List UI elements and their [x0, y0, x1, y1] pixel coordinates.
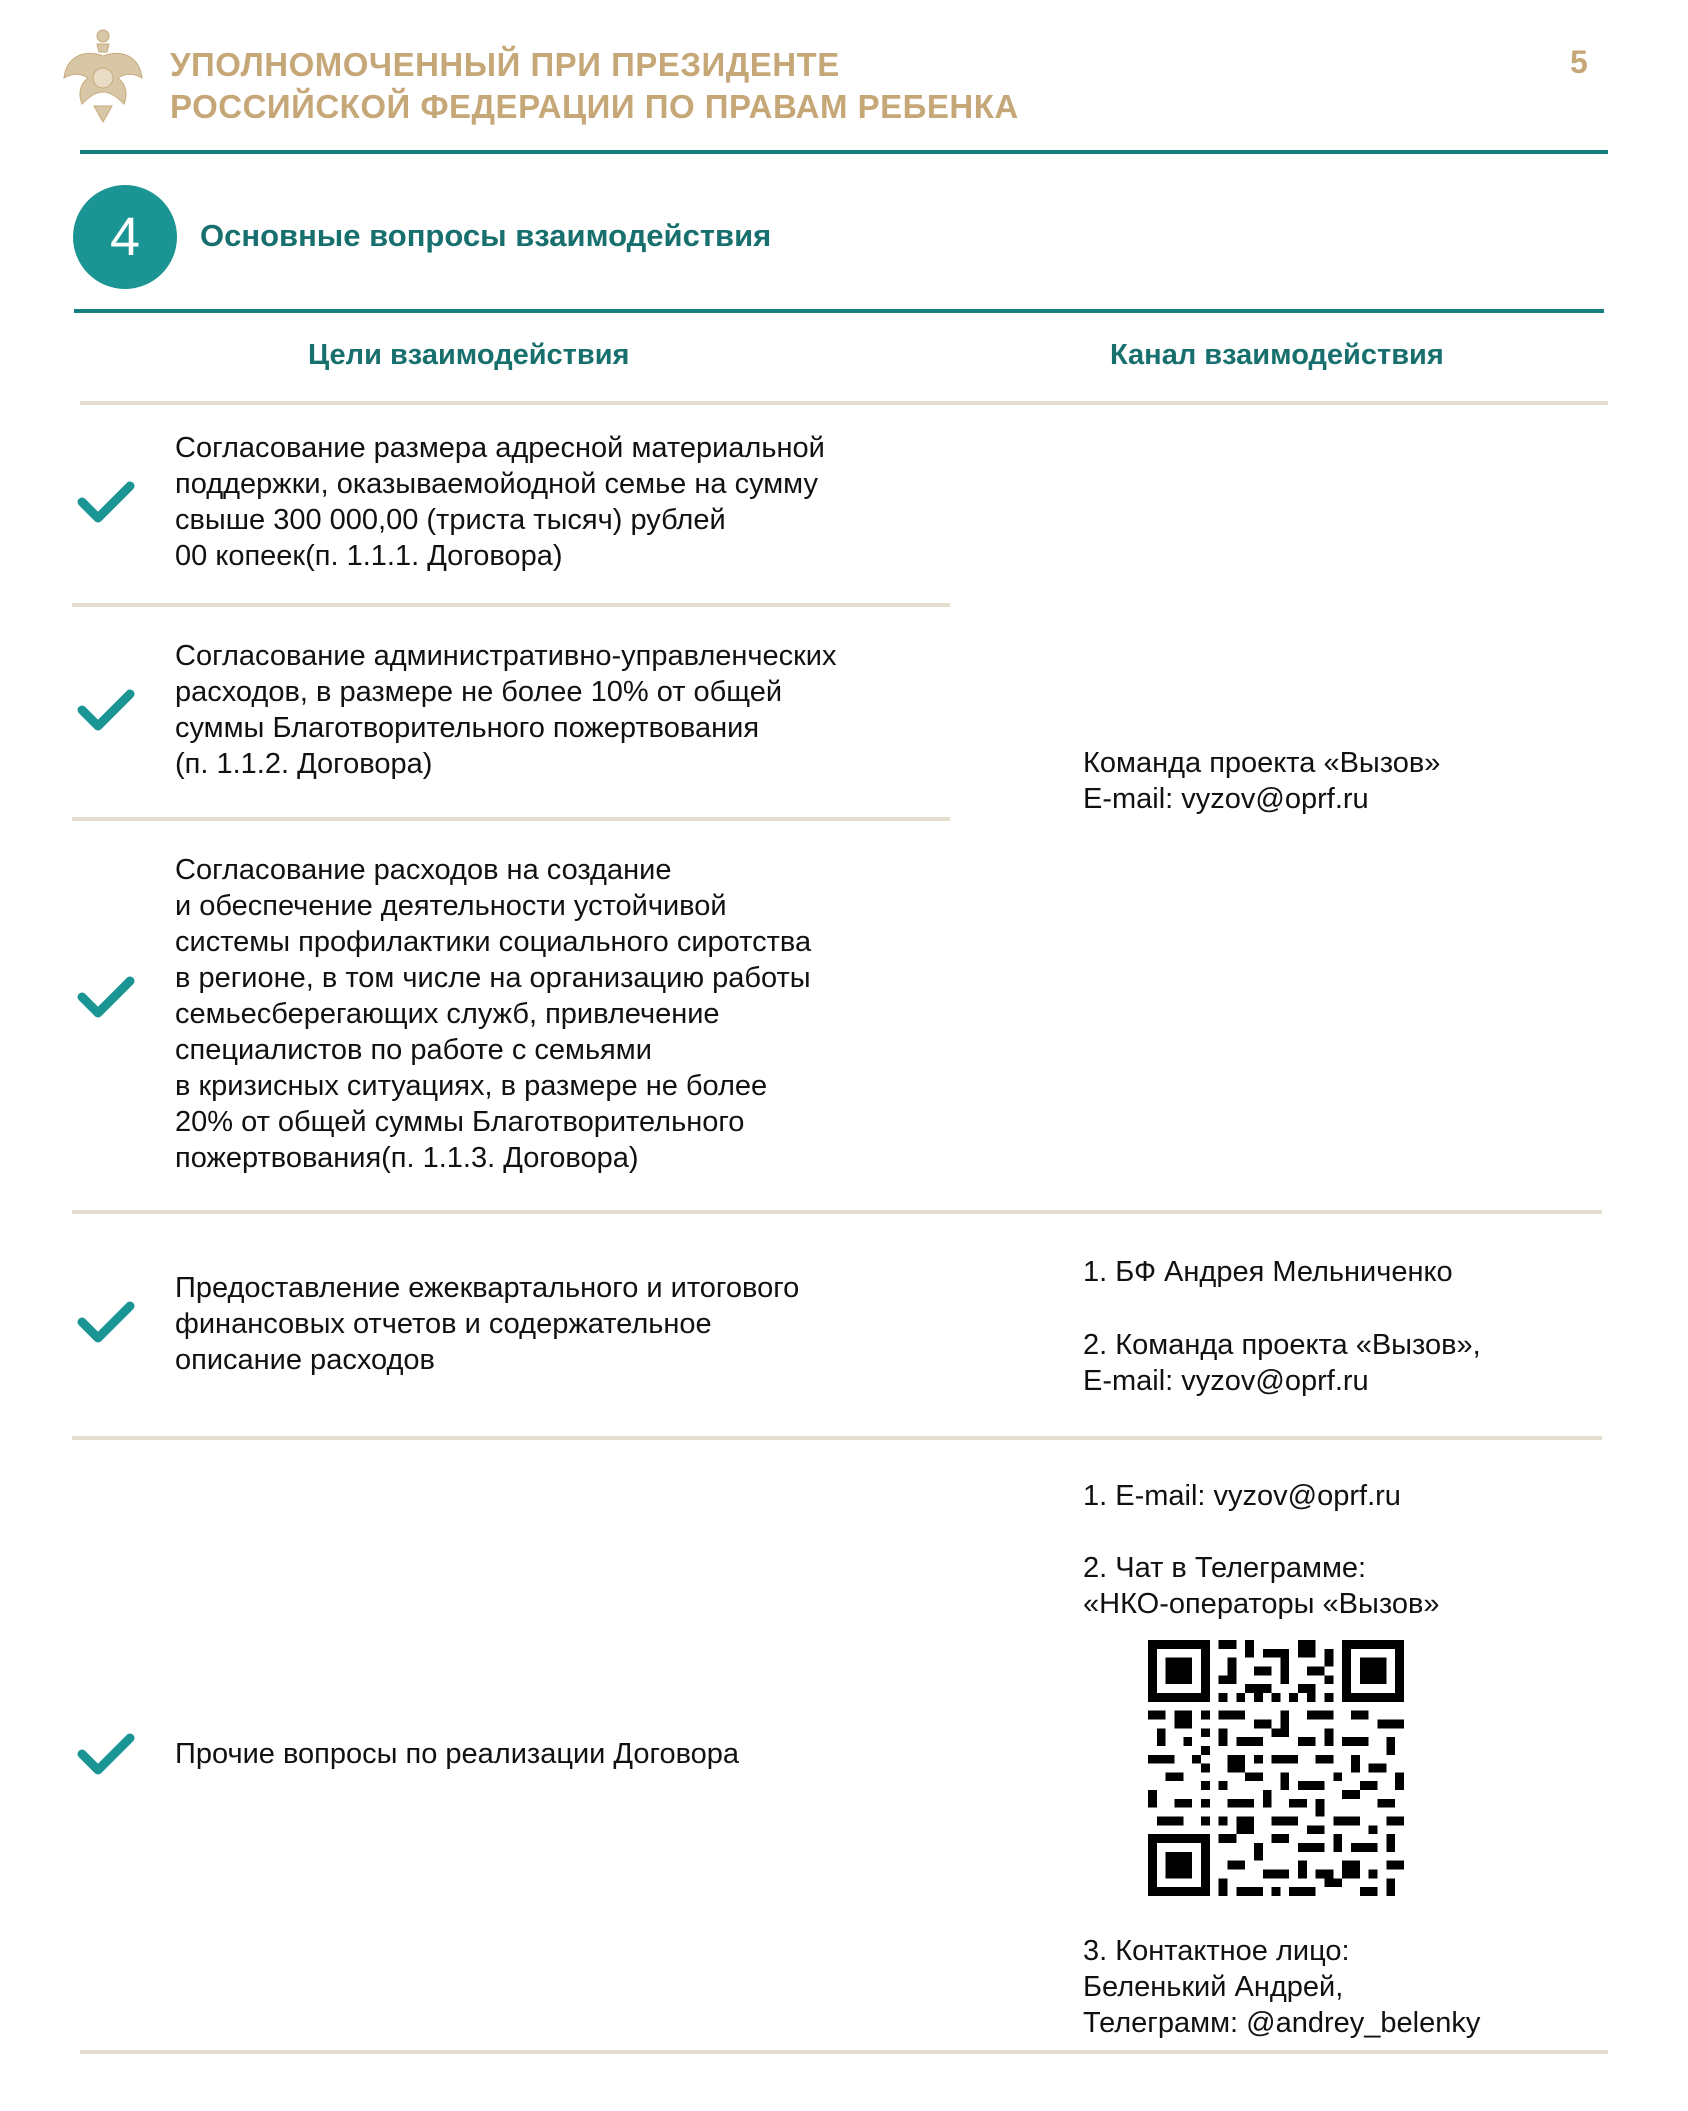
- page-number: 5: [1570, 44, 1588, 80]
- header-title: [170, 44, 1019, 128]
- goal-row-1: Согласование размера адресной материальной поддержки, оказываемойодной семье на сумму свыше 300 000,00 (триста тысяч) рублей 00 копеек(п. 1.1.1. Договора): [175, 432, 825, 572]
- column-header-goals: Цели взаимодействия: [308, 339, 630, 371]
- channel-row-5-item-2: 2. Чат в Телеграмме: «НКО-операторы «Вызов»: [1083, 1552, 1440, 1620]
- goal-row-3: Согласование расходов на создание и обеспечение деятельности устойчивой системы профилактики социального сиротства в регионе, в том числе на организацию работы семьесберегающих служб, привлечение специалистов по работе с семьями в кризисных ситуациях, в размере не более 20% от общей суммы Благотворительного пожертвования(п. 1.1.3. Договора): [175, 854, 812, 1174]
- table-bottom-divider: [80, 2050, 1608, 2054]
- section-divider: [74, 309, 1604, 313]
- channel-row-4-item-2: 2. Команда проекта «Вызов», E-mail: vyzov@oprf.ru: [1083, 1329, 1481, 1397]
- row-divider: [72, 1210, 1602, 1214]
- row-divider: [72, 817, 950, 821]
- check-icon: [76, 1732, 136, 1778]
- section-number-badge: 4: [73, 185, 177, 289]
- table-header-divider: [80, 401, 1608, 405]
- section-title: Основные вопросы взаимодействия: [200, 218, 772, 253]
- goal-row-4: Предоставление ежеквартального и итогового финансовых отчетов и содержательное описание расходов: [175, 1272, 800, 1376]
- qr-code-icon[interactable]: [1148, 1640, 1404, 1896]
- goal-row-5: Прочие вопросы по реализации Договора: [175, 1738, 740, 1770]
- column-header-channel: Канал взаимодействия: [1110, 339, 1444, 371]
- check-icon: [76, 1300, 136, 1346]
- header-divider: [80, 150, 1608, 154]
- header-title-line1: УПОЛНОМОЧЕННЫЙ ПРИ ПРЕЗИДЕНТЕ: [170, 46, 840, 83]
- channel-row-5-item-1: 1. E-mail: vyzov@oprf.ru: [1083, 1480, 1401, 1512]
- channel-row-5-item-3: 3. Контактное лицо: Беленький Андрей, Телеграмм: @andrey_belenky: [1083, 1935, 1481, 2039]
- row-divider: [72, 1436, 1602, 1440]
- row-divider: [72, 603, 950, 607]
- emblem-icon: [60, 26, 146, 126]
- check-icon: [76, 480, 136, 526]
- check-icon: [76, 688, 136, 734]
- check-icon: [76, 975, 136, 1021]
- channel-row-4-item-1: 1. БФ Андрея Мельниченко: [1083, 1256, 1453, 1288]
- header-title-line2: РОССИЙСКОЙ ФЕДЕРАЦИИ ПО ПРАВАМ РЕБЕНКА: [170, 88, 1019, 125]
- goal-row-2: Согласование административно-управленческих расходов, в размере не более 10% от общей суммы Благотворительного пожертвования (п. 1.1.2. Договора): [175, 640, 837, 780]
- channel-rows-1-3: Команда проекта «Вызов» E-mail: vyzov@oprf.ru: [1083, 747, 1441, 815]
